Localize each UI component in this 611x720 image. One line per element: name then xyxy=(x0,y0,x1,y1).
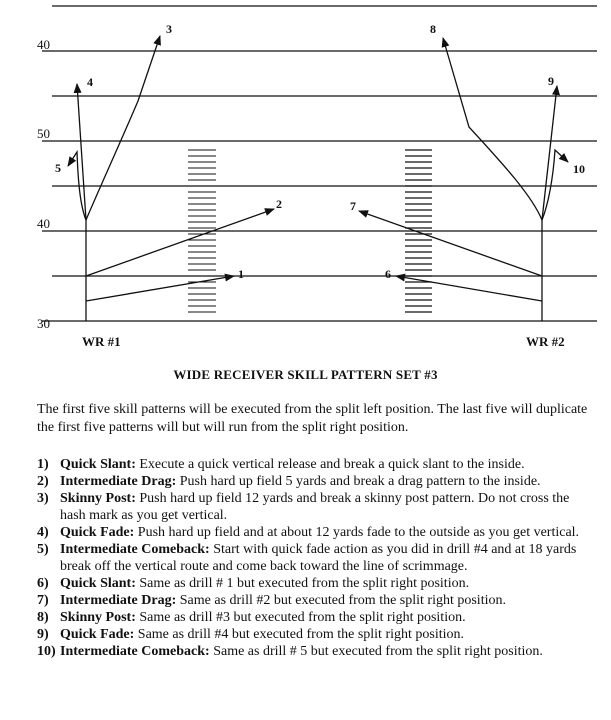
drill-item xyxy=(37,592,597,609)
route-number: 9 xyxy=(548,74,554,88)
drill-description: Push hard up field and at about 12 yards fade to the outside as you get vertical. xyxy=(137,525,580,540)
drill-name: Intermediate Comeback: xyxy=(60,542,210,557)
route-number: 4 xyxy=(87,75,93,89)
drill-name: Skinny Post: xyxy=(60,491,136,506)
drill-number: 3) xyxy=(37,491,49,506)
intro-paragraph: The first five skill patterns will be executed from the split left position. The last five will duplicate the first five patterns will but will run from the split right position. xyxy=(37,402,588,435)
wr2-label: WR #2 xyxy=(526,334,565,349)
yard-number: 50 xyxy=(37,126,50,141)
route-3-skinny-post xyxy=(86,36,160,220)
drill-item xyxy=(37,524,597,541)
drill-name: Quick Fade: xyxy=(60,525,135,540)
page-title: WIDE RECEIVER SKILL PATTERN SET #3 xyxy=(173,367,438,382)
receiver-stems xyxy=(86,220,542,321)
drill-description: Execute a quick vertical release and break a quick slant to the inside. xyxy=(139,457,525,472)
drill-item xyxy=(37,541,597,575)
drill-number: 2) xyxy=(37,474,49,489)
drill-description: Same as drill #4 but executed from the split right position. xyxy=(137,627,465,642)
drill-item xyxy=(37,456,597,473)
route-number: 6 xyxy=(385,267,391,281)
drill-description: Start with quick fade action as you did in drill #4 and at 18 yards break off the vertical route and come back toward the line of scrimmage. xyxy=(60,542,577,574)
drill-name: Quick Slant: xyxy=(60,576,136,591)
drill-item xyxy=(37,473,597,490)
drill-description: Same as drill #2 but executed from the split right position. xyxy=(179,593,506,608)
routes xyxy=(68,36,568,301)
drill-number: 9) xyxy=(37,627,49,642)
wr1-label: WR #1 xyxy=(82,334,121,349)
route-number: 3 xyxy=(166,22,172,36)
route-number: 8 xyxy=(430,22,436,36)
drill-description: Same as drill # 5 but executed from the split right position. xyxy=(213,644,543,659)
route-number: 1 xyxy=(238,267,244,281)
drill-number: 6) xyxy=(37,576,49,591)
drill-item xyxy=(37,626,597,643)
yard-lines xyxy=(42,6,597,321)
drill-item xyxy=(37,609,597,626)
route-number: 10 xyxy=(573,162,585,176)
yard-number: 40 xyxy=(37,216,50,231)
yard-number: 40 xyxy=(37,37,50,52)
drill-number: 7) xyxy=(37,593,49,608)
drill-name: Quick Slant: xyxy=(60,457,136,472)
drill-name: Intermediate Comeback: xyxy=(60,644,210,659)
drill-number: 8) xyxy=(37,610,49,625)
drill-description: Same as drill # 1 but executed from the split right position. xyxy=(139,576,470,591)
drill-item xyxy=(37,490,597,524)
drill-number: 5) xyxy=(37,542,49,557)
route-number: 2 xyxy=(276,197,282,211)
drill-description: Same as drill #3 but executed from the split right position. xyxy=(139,610,466,625)
drill-number: 4) xyxy=(37,525,49,540)
route-number: 5 xyxy=(55,161,61,175)
yard-number: 30 xyxy=(37,316,50,331)
drill-number: 1) xyxy=(37,457,49,472)
drill-number: 10) xyxy=(37,644,56,659)
drill-item xyxy=(37,575,597,592)
drill-description: Push hard up field 5 yards and break a drag pattern to the inside. xyxy=(179,474,541,489)
route-8-skinny-post xyxy=(443,38,542,220)
drill-description: Push hard up field 12 yards and break a skinny post pattern. Do not cross the hash mark as you get vertical. xyxy=(60,491,570,523)
route-number: 7 xyxy=(350,199,356,213)
drill-name: Intermediate Drag: xyxy=(60,593,177,608)
drill-item xyxy=(37,643,597,660)
drill-name: Skinny Post: xyxy=(60,610,136,625)
drill-list xyxy=(37,456,597,660)
drill-name: Quick Fade: xyxy=(60,627,135,642)
route-2-intermediate-drag xyxy=(86,209,274,276)
drill-name: Intermediate Drag: xyxy=(60,474,177,489)
